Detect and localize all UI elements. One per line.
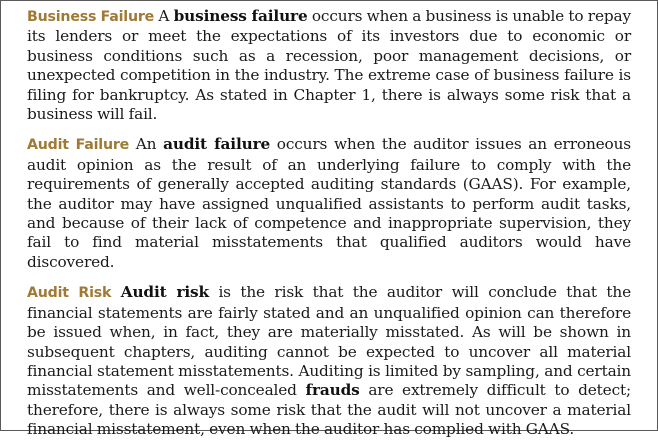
document-content (1, 1, 657, 440)
term-audit-risk: Audit risk (120, 283, 209, 302)
heading-audit-risk: Audit Risk (27, 285, 112, 302)
paragraph-body-text: is the risk that the auditor will conclude that the financial statements are fairly stated and an unqualified opinion can therefore be issued when, in fact, they are materially misstated. As will be shown in subsequent chapters, auditing cannot be expected to uncover all material financial statement misstatements. Auditing is limited by sampling, and certain misstatements and well-concealed (27, 283, 632, 400)
heading-audit-failure: Audit Failure (27, 137, 130, 154)
paragraph-lead-text: A (154, 7, 174, 25)
heading-business-failure: Business Failure (27, 9, 155, 25)
term-audit-failure: audit failure (163, 135, 271, 154)
paragraph-body-text-continued: are extremely difficult to detect; therefore, there is always some risk that the audit will not uncover a material financial misstatement, even when the auditor has complied with GAAS. (27, 381, 631, 439)
term-frauds: frauds (305, 381, 360, 400)
term-business-failure: business failure (173, 7, 308, 25)
paragraph-business-failure (27, 7, 631, 124)
paragraph-body-text: occurs when the auditor issues an erroneous audit opinion as the result of an underlying failure to comply with the requirements of generally accepted auditing standards (GAAS). For example, the auditor may have assigned unqualified assistants to perform audit tasks, and because of their lack of competence and inappropriate supervision, they fail to find material misstatements that qualified auditors would have discovered. (27, 135, 632, 271)
paragraph-audit-risk (27, 283, 631, 439)
paragraph-lead-text (111, 283, 120, 301)
paragraph-body-text: occurs when a business is unable to repay its lenders or meet the expectations of its investors due to economic or business conditions such as a recession, poor management decisions, or unexpected competition in the industry. The extreme case of business failure is filing for bankruptcy. As stated in Chapter 1, there is always some risk that a business will fail. (27, 7, 631, 124)
paragraph-lead-text: An (129, 135, 164, 154)
paragraph-audit-failure (27, 135, 631, 272)
